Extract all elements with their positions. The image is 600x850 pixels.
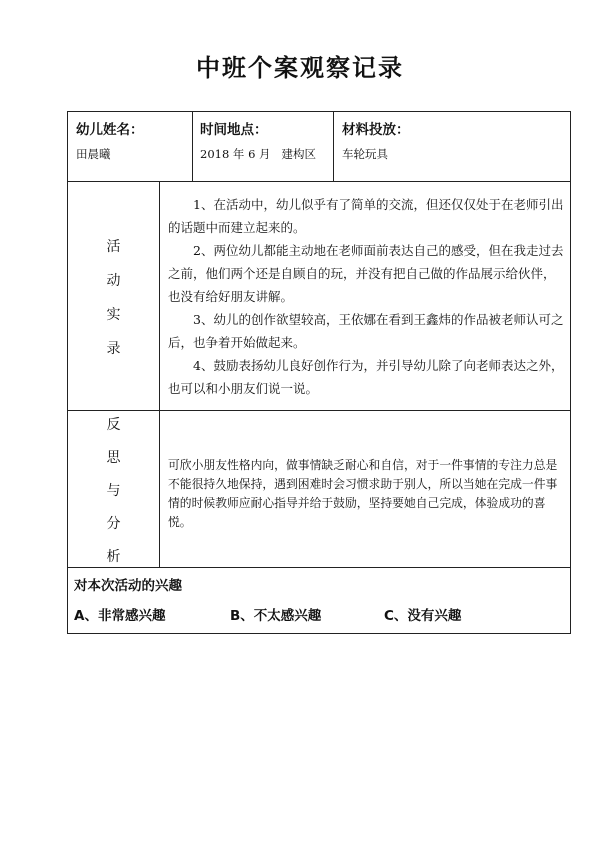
col-divider-1 — [192, 111, 193, 181]
label-char: 与 — [106, 483, 121, 499]
reflection-content: 可欣小朋友性格内向，做事情缺乏耐心和自信，对于一件事情的专注力总是不能很持久地保持，遇到困难时会习惯求助于别人，所以当她在完成一件事情的时候教师应耐心指导并给于鼓励，坚持要她自己完成，体验成功的喜悦。 — [168, 458, 558, 529]
label-char: 动 — [106, 273, 121, 289]
material-label: 材料投放： — [342, 122, 410, 138]
child-name-value: 田晨曦 — [76, 147, 111, 161]
interest-label: 对本次活动的兴趣 — [74, 578, 182, 594]
label-char: 思 — [106, 450, 121, 466]
row-divider-record — [67, 410, 571, 411]
time-place-label: 时间地点： — [200, 122, 268, 138]
reflection-label — [68, 414, 159, 566]
activity-record-content — [168, 193, 564, 400]
record-paragraph: 3、幼儿的创作欲望较高，王依娜在看到王鑫炜的作品被老师认可之后，也争着开始做起来。 — [168, 312, 564, 350]
record-paragraph: 2、两位幼儿都能主动地在老师面前表达自己的感受，但在我走过去之前，他们两个还是自顾自的玩，并没有把自己做的作品展示给伙伴，也没有给好朋友讲解。 — [168, 243, 564, 304]
time-place-value: 2018 年 6 月 建构区 — [200, 147, 317, 161]
label-char: 反 — [106, 417, 121, 433]
row-divider-reflection — [67, 567, 571, 568]
option-c[interactable]: C、没有兴趣 — [384, 608, 462, 624]
child-name-label: 幼儿姓名： — [76, 122, 144, 138]
option-a[interactable]: A、非常感兴趣 — [74, 608, 166, 624]
label-char: 实 — [106, 307, 121, 323]
col-divider-label — [159, 181, 160, 567]
record-paragraph: 1、在活动中，幼儿似乎有了简单的交流，但还仅仅处于在老师引出的话题中而建立起来的。 — [168, 197, 564, 235]
label-char: 活 — [106, 239, 121, 255]
table-border-top — [67, 111, 571, 112]
label-char: 分 — [106, 516, 121, 532]
row-divider-header — [67, 181, 571, 182]
page-title: 中班个案观察记录 — [196, 54, 404, 82]
label-char: 录 — [106, 341, 121, 357]
col-divider-2 — [333, 111, 334, 181]
table-border-bottom — [67, 633, 571, 634]
table-border-right — [570, 111, 571, 634]
record-paragraph: 4、鼓励表扬幼儿良好创作行为，并引导幼儿除了向老师表达之外，也可以和小朋友们说一说。 — [168, 358, 564, 396]
activity-record-label — [68, 236, 159, 358]
material-value: 车轮玩具 — [342, 147, 388, 161]
option-b[interactable]: B、不太感兴趣 — [230, 608, 322, 624]
label-char: 析 — [106, 549, 121, 565]
